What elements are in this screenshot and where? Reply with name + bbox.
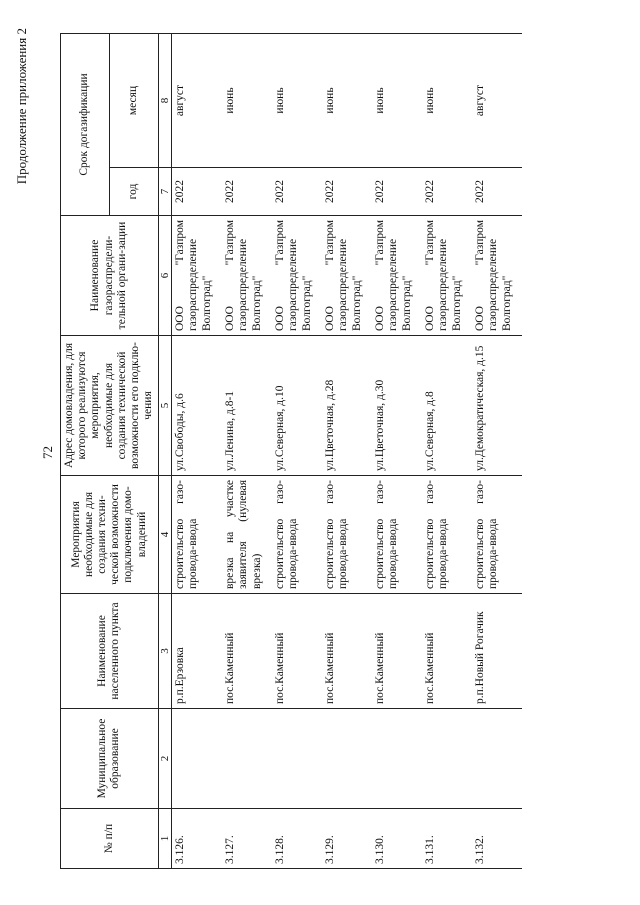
header-deadline: Срок догазификации [61, 34, 110, 216]
cell-address: ул.Демократическая, д.15 [472, 336, 522, 476]
index-cell: 1 [158, 809, 172, 869]
cell-municipality [372, 709, 422, 809]
index-cell: 7 [158, 168, 172, 216]
cell-year: 2022 [322, 168, 372, 216]
cell-org: ООО "Газпром газораспределение Волгоград" [322, 216, 372, 336]
cell-municipality [272, 709, 322, 809]
cell-num: 3.126. [172, 809, 223, 869]
index-cell: 2 [158, 709, 172, 809]
cell-month: август [172, 34, 223, 168]
cell-num: 3.130. [372, 809, 422, 869]
cell-settlement: пос.Каменный [422, 594, 472, 709]
header-address: Адрес домовладения, для которого реализуются мероприятия, необходимые для создания технической возможности его подклю-чения [61, 336, 159, 476]
cell-month: июнь [222, 34, 272, 168]
index-cell: 6 [158, 216, 172, 336]
header-row [61, 34, 110, 869]
continuation-label: Продолжение приложения 2 [14, 28, 29, 185]
header-settlement: Наименование населенного пункта [61, 594, 159, 709]
cell-measures: врезка на участке заявителя (нулевая врезка) [222, 476, 272, 594]
cell-settlement: пос.Каменный [322, 594, 372, 709]
cell-org: ООО "Газпром газораспределение Волгоград" [272, 216, 322, 336]
cell-municipality [422, 709, 472, 809]
cell-measures: строительство газо-провода-ввода [372, 476, 422, 594]
header-measures: Мероприятия необходимые для создания техни-ческой возможности подключения домо-владений [61, 476, 159, 594]
cell-address: ул.Северная, д.10 [272, 336, 322, 476]
cell-settlement: р.п.Новый Рогачик [472, 594, 522, 709]
cell-municipality [172, 709, 223, 809]
cell-month: июнь [422, 34, 472, 168]
cell-num: 3.127. [222, 809, 272, 869]
cell-municipality [222, 709, 272, 809]
cell-year: 2022 [422, 168, 472, 216]
cell-num: 3.132. [472, 809, 522, 869]
header-num: № п/п [61, 809, 159, 869]
cell-address: ул.Ленина, д.8-1 [222, 336, 272, 476]
cell-month: август [472, 34, 522, 168]
cell-month: июнь [372, 34, 422, 168]
header-org: Наименование газораспредели-тельной органи-зации [61, 216, 159, 336]
cell-month: июнь [322, 34, 372, 168]
table-row [472, 34, 522, 869]
index-cell: 4 [158, 476, 172, 594]
cell-num: 3.131. [422, 809, 472, 869]
cell-org: ООО "Газпром газораспределение Волгоград" [222, 216, 272, 336]
cell-address: ул.Цветочная, д.28 [322, 336, 372, 476]
cell-address: ул.Цветочная, д.30 [372, 336, 422, 476]
cell-address: ул.Свободы, д.6 [172, 336, 223, 476]
cell-org: ООО "Газпром газораспределение Волгоград" [472, 216, 522, 336]
cell-measures: строительство газо-провода-ввода [322, 476, 372, 594]
header-year: год [109, 168, 158, 216]
page-number: 72 [40, 446, 55, 459]
header-month: месяц [109, 34, 158, 168]
cell-measures: строительство газо-провода-ввода [422, 476, 472, 594]
cell-year: 2022 [372, 168, 422, 216]
cell-address: ул.Северная, д.8 [422, 336, 472, 476]
cell-settlement: пос.Каменный [372, 594, 422, 709]
cell-settlement: пос.Каменный [222, 594, 272, 709]
cell-measures: строительство газо-провода-ввода [472, 476, 522, 594]
cell-year: 2022 [222, 168, 272, 216]
index-cell: 8 [158, 34, 172, 168]
index-row [158, 34, 172, 869]
cell-org: ООО "Газпром газораспределение Волгоград" [172, 216, 223, 336]
cell-settlement: р.п.Ерзовка [172, 594, 223, 709]
index-cell: 5 [158, 336, 172, 476]
table-row [422, 34, 472, 869]
table-row [222, 34, 272, 869]
table-row [372, 34, 422, 869]
cell-year: 2022 [472, 168, 522, 216]
cell-org: ООО "Газпром газораспределение Волгоград" [372, 216, 422, 336]
cell-measures: строительство газо-провода-ввода [172, 476, 223, 594]
cell-municipality [472, 709, 522, 809]
cell-month: июнь [272, 34, 322, 168]
cell-municipality [322, 709, 372, 809]
table-row [272, 34, 322, 869]
header-municipality: Муниципальное образование [61, 709, 159, 809]
table-row [172, 34, 223, 869]
cell-year: 2022 [272, 168, 322, 216]
cell-year: 2022 [172, 168, 223, 216]
cell-settlement: пос.Каменный [272, 594, 322, 709]
gasification-table [60, 33, 522, 869]
cell-num: 3.129. [322, 809, 372, 869]
cell-measures: строительство газо-провода-ввода [272, 476, 322, 594]
table-row [322, 34, 372, 869]
index-cell: 3 [158, 594, 172, 709]
cell-num: 3.128. [272, 809, 322, 869]
cell-org: ООО "Газпром газораспределение Волгоград" [422, 216, 472, 336]
